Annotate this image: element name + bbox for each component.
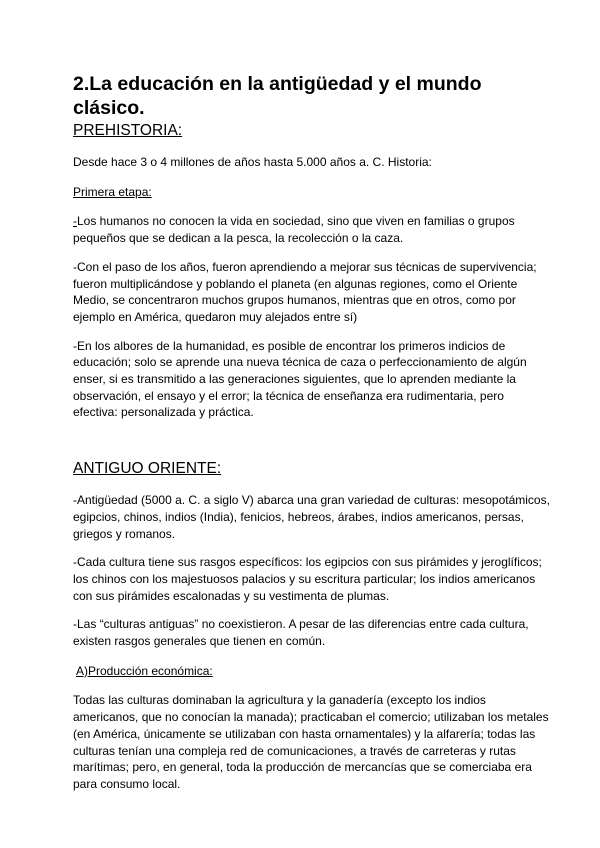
antiguo-oriente-paragraph-3: -Las “culturas antiguas” no coexistieron. A pesar de las diferencias entre cada cultura, existen rasgos generales que tienen en común. [73, 617, 529, 649]
section-heading-antiguo-oriente: ANTIGUO ORIENTE: [73, 460, 222, 478]
antiguo-oriente-paragraph-1: -Antigüedad (5000 a. C. a siglo V) abarca una gran variedad de culturas: mesopotámicos, egipcios, chinos, indios (India), fenicios, hebreos, árabes, indios americanos, persas, griegos y romanos. [73, 493, 550, 541]
prehistoria-paragraph-2: -Con el paso de los años, fueron aprendiendo a mejorar sus técnicas de supervivencia; fueron multiplicándose y poblando el planeta (en algunas regiones, como el Oriente Medio, se concentraron muchos grupos humanos, mientras que en otros, como por ejemplo en América, quedaron muy alejados entre sí) [73, 259, 537, 324]
prehistoria-intro: Desde hace 3 o 4 millones de años hasta 5.000 años a. C. Historia: [73, 155, 432, 169]
section-heading-prehistoria: PREHISTORIA: [73, 122, 183, 139]
prehistoria-paragraph-1 [73, 213, 550, 246]
antiguo-oriente-paragraph-2: -Cada cultura tiene sus rasgos específicos: los egipcios con sus pirámides y jeroglíficos; los chinos con los majestuosos palacios y su escritura particular; los indios americanos con sus pirámides escalonadas y su vestimenta de plumas. [73, 555, 542, 603]
document-title: 2.La educación en la antigüedad y el mundo clásico. [73, 73, 482, 119]
subheading-primera-etapa: Primera etapa: [73, 184, 152, 199]
prehistoria-paragraph-3: -En los albores de la humanidad, es posible de encontrar los primeros indicios de educación; solo se aprende una nueva técnica de caza o perfeccionamiento de algún enser, si es transmitido a las generaciones siguientes, que lo aprenden mediante la observación, el ensayo y el error; la técnica de enseñanza era rudimentaria, pero efectiva: personalizada y práctica. [73, 338, 527, 420]
antiguo-oriente-paragraph-4: Todas las culturas dominaban la agricultura y la ganadería (excepto los indios americanos, que no conocían la manada); practicaban el comercio; utilizaban los metales (en América, únicamente se utilizaban con hasta ornamentales) y la alfarería; todas las culturas tenían una compleja red de comunicaciones, a través de carreteras y rutas marítimas; pero, en general, toda la producción de mercancías que se comerciaba era para consumo local. [73, 693, 549, 791]
subheading-produccion-economica: A)Producción económica: [76, 663, 213, 678]
paragraph-text: Los humanos no conocen la vida en sociedad, sino que viven en familias o grupos pequeños que se dedican a la pesca, la recolección o la caza. [73, 214, 515, 246]
paragraph-dash: - [73, 214, 77, 229]
